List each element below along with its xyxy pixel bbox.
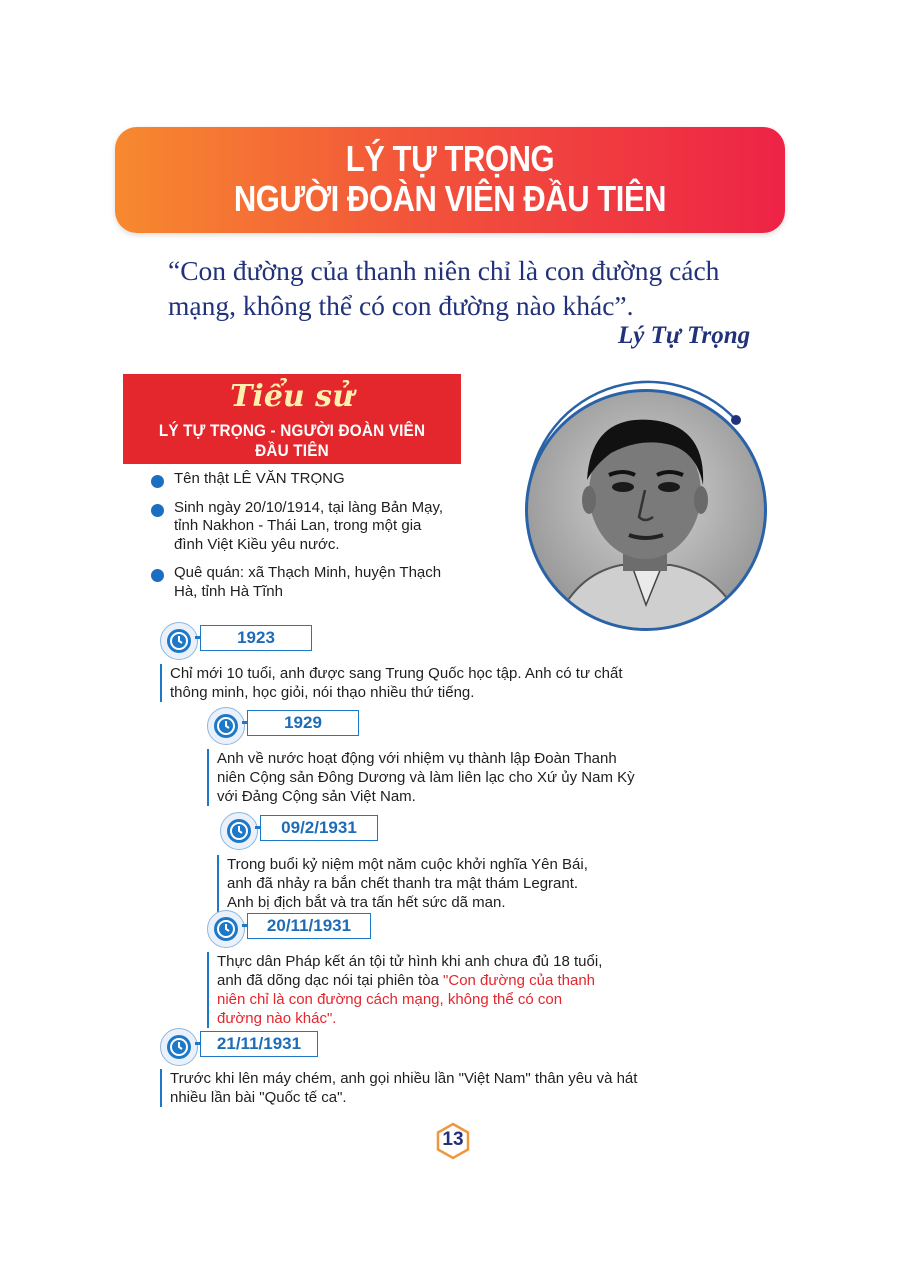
fact-text: Quê quán: xã Thạch Minh, huyện Thạch Hà, tỉnh Hà Tĩnh — [174, 564, 442, 600]
timeline-description: Chỉ mới 10 tuổi, anh được sang Trung Quốc học tập. Anh có tư chất thông minh, học giỏi, nói thạo nhiều thứ tiếng. — [160, 664, 650, 702]
bullet-icon — [151, 569, 164, 582]
title-banner — [115, 127, 785, 233]
facts-list — [150, 470, 450, 611]
portrait-svg — [511, 375, 781, 645]
bio-heading-box — [123, 374, 461, 464]
fact-item — [150, 499, 450, 555]
bullet-icon — [151, 475, 164, 488]
alarm-clock-icon — [160, 622, 198, 660]
timeline-description: Trước khi lên máy chém, anh gọi nhiều lần "Việt Nam" thân yêu và hát nhiều lần bài "Quốc tế ca". — [160, 1069, 660, 1107]
timeline-year: 1929 — [247, 710, 359, 736]
title-line-1: LÝ TỰ TRỌNG — [345, 138, 555, 179]
alarm-clock-icon — [160, 1028, 198, 1066]
arc-dot — [731, 415, 741, 425]
alarm-clock-icon — [220, 812, 258, 850]
timeline-year: 20/11/1931 — [247, 913, 371, 939]
quote-text: “Con đường của thanh niên chỉ là con đường cách mạng, không thể có con đường nào khác”. — [168, 255, 720, 321]
timeline-text: Thực dân Pháp kết án tội tử hình khi anh chưa đủ 18 tuổi, anh đã dõng dạc nói tại phiên tòa — [217, 953, 603, 989]
bio-subheading: LÝ TỰ TRỌNG - NGƯỜI ĐOÀN VIÊN ĐẦU TIÊN — [158, 421, 426, 460]
title-line-2: NGƯỜI ĐOÀN VIÊN ĐẦU TIÊN — [233, 178, 667, 219]
timeline-year: 1923 — [200, 625, 312, 651]
bio-heading: Tiểu sử — [230, 379, 354, 414]
timeline-description — [207, 952, 607, 1028]
timeline-year: 21/11/1931 — [200, 1031, 318, 1057]
timeline-description: Trong buổi kỷ niệm một năm cuộc khởi nghĩa Yên Bái, anh đã nhảy ra bắn chết thanh tra mật thám Legrant. Anh bị địch bắt và tra tấn hết sức dã man. — [217, 855, 592, 912]
page-number: 13 — [442, 1129, 464, 1150]
alarm-clock-icon — [207, 910, 245, 948]
timeline-year: 09/2/1931 — [260, 815, 378, 841]
fact-item — [150, 564, 450, 601]
portrait — [511, 375, 781, 645]
fact-text: Sinh ngày 20/10/1914, tại làng Bản Mạy, tỉnh Nakhon - Thái Lan, trong một gia đình Việt Kiều yêu nước. — [174, 498, 444, 553]
quote-author: Lý Tự Trọng — [618, 322, 751, 349]
timeline-description: Anh về nước hoạt động với nhiệm vụ thành lập Đoàn Thanh niên Cộng sản Đông Dương và làm liên lạc cho Xứ ủy Nam Kỳ với Đảng Cộng sản Việt Nam. — [207, 749, 637, 806]
fact-text: Tên thật LÊ VĂN TRỌNG — [174, 470, 345, 487]
page-number-badge — [435, 1122, 471, 1160]
timeline-quote-highlight: "Con đường của thanh niên chỉ là con đường cách mạng, không thể có con đường nào khác". — [217, 972, 596, 1027]
alarm-clock-icon — [207, 707, 245, 745]
bullet-icon — [151, 504, 164, 517]
fact-item — [150, 470, 450, 489]
